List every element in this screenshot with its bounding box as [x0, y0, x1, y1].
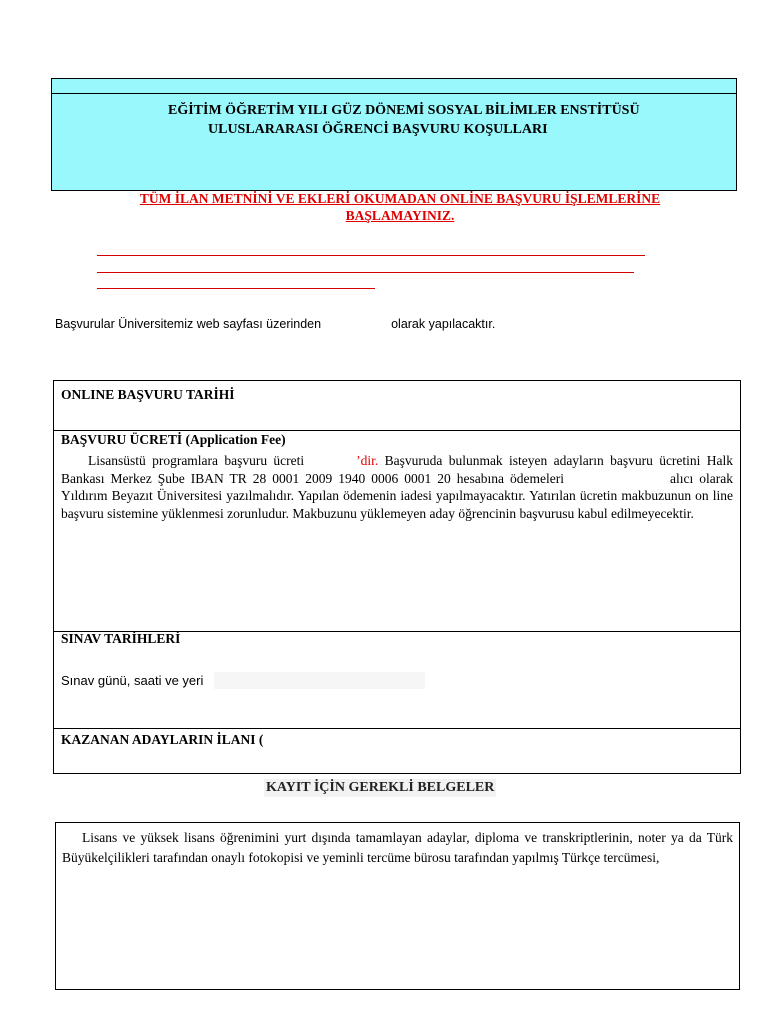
header-banner	[51, 78, 737, 191]
fee-text-1: Lisansüstü programlara başvuru ücreti	[88, 453, 305, 468]
warning-line-2: BAŞLAMAYINIZ.	[345, 208, 455, 223]
intro-text	[55, 317, 495, 331]
online-date-heading: ONLINE BAŞVURU TARİHİ	[61, 387, 235, 402]
intro-after: olarak yapılacaktır.	[391, 317, 496, 331]
red-rule-2	[97, 272, 634, 273]
fee-heading: BAŞVURU ÜCRETİ (Application Fee)	[61, 432, 286, 447]
fee-amount-suffix: ’dir.	[356, 453, 379, 468]
title-line-2: ULUSLARARASI ÖĞRENCİ BAŞVURU KOŞULLARI	[208, 122, 548, 137]
documents-title: KAYIT İÇİN GEREKLİ BELGELER	[266, 780, 495, 795]
red-rule-3	[97, 288, 375, 289]
exam-heading: SINAV TARİHLERİ	[61, 631, 181, 646]
title-line-1: EĞİTİM ÖĞRETİM YILI GÜZ DÖNEMİ SOSYAL BİLİMLER ENSTİTÜSÜ	[168, 103, 640, 118]
documents-text: Lisans ve yüksek lisans öğrenimini yurt dışında tamamlayan adaylar, diploma ve transkriptlerinin, noter ya da Türk Büyükelçilikleri tarafından onaylı fotokopisi ve yeminli tercüme bürosu tarafından yapılmış Türkçe tercümesi,	[62, 830, 733, 865]
header-divider	[52, 93, 736, 94]
red-rule-1	[97, 255, 645, 256]
documents-paragraph	[62, 828, 733, 868]
warning-line-1: TÜM İLAN METNİNİ VE EKLERİ OKUMADAN ONLİNE BAŞVURU İŞLEMLERİNE	[139, 191, 661, 206]
documents-box	[55, 822, 740, 990]
row-divider	[54, 728, 740, 729]
winners-heading: KAZANAN ADAYLARIN İLANI (	[61, 732, 264, 747]
row-divider	[54, 430, 740, 431]
fee-text-2: Başvuruda bulunmak isteyen adayların başvuru ücretini Halk Bankası Merkez Şube IBAN TR 28 0001 2009 1940 0006 0001 20 hesabına ödemeleri	[61, 453, 733, 486]
page-title	[168, 101, 640, 139]
exam-value-shade	[214, 672, 425, 689]
intro-before: Başvurular Üniversitemiz web sayfası üzerinden	[55, 317, 322, 331]
fee-paragraph	[61, 452, 733, 522]
exam-text: Sınav günü, saati ve yeri	[61, 673, 204, 688]
fee-text-3: alıcı olarak Yıldırım Beyazıt Üniversitesi yazılmalıdır. Yapılan ödemenin iadesi yapılmayacaktır. Yatırılan ücretin makbuzunun on line başvuru sistemine yüklenmesi zorunludur. Makbuzunu yüklemeyen aday öğrencinin başvurusu kabul edilmeyecektir.	[61, 470, 734, 521]
warning-notice	[60, 190, 740, 224]
application-info-table	[53, 380, 741, 774]
